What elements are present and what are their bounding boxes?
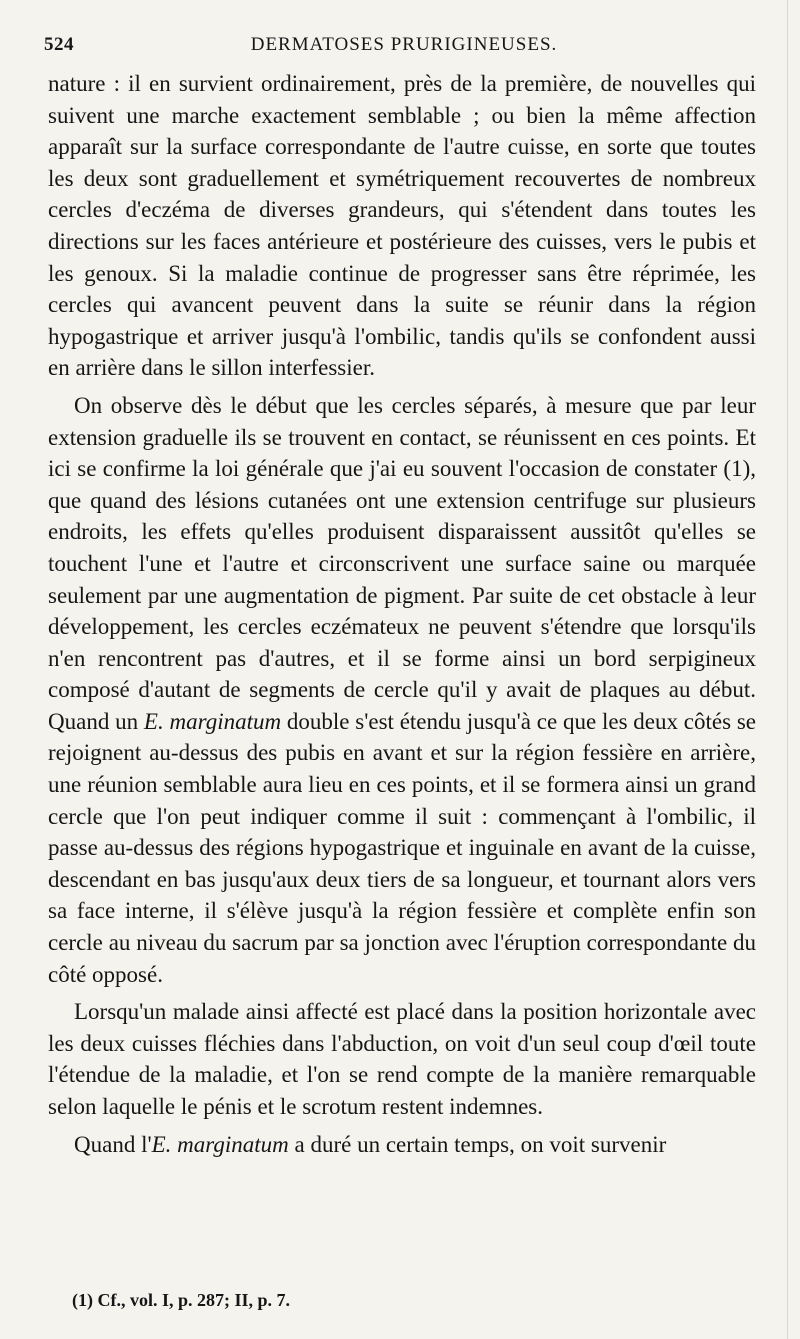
- paragraph-1: [48, 68, 756, 384]
- paragraph-4-text-before: Quand l': [74, 1131, 152, 1157]
- page-number: 524: [44, 34, 74, 55]
- paragraph-4-italic-term: E. marginatum: [151, 1131, 289, 1157]
- paragraph-3-text: Lorsqu'un malade ainsi affecté est placé dans la position horizontale avec les deux cuisses fléchies dans l'abduction, on voit d'un seul coup d'œil toute l'étendue de la maladie, et l'on se rend compte de la manière remarquable selon laquelle le pénis et le scrotum restent indemnes.: [48, 999, 756, 1119]
- footnote: (1) Cf., vol. I, p. 287; II, p. 7.: [72, 1290, 291, 1310]
- page-header: [44, 34, 764, 60]
- paragraph-3: [48, 996, 756, 1122]
- running-title: DERMATOSES PRURIGINEUSES.: [250, 34, 558, 55]
- paragraph-2-text: On observe dès le début que les cercles séparés, à mesure que par leur extension graduelle ils se trouvent en contact, se réunissent en ces points. Et ici se confirme la loi générale que j'ai eu souvent l'occasion de constater (1), que quand des lésions cutanées ont une extension centrifuge sur plusieurs endroits, les effets qu'elles produisent disparaissent aussitôt qu'elles se touchent l'une et l'autre et circonscrivent une surface saine ou marquée seulement par une augmentation de pigment. Par suite de cet obstacle à leur développement, les cercles eczémateux ne peuvent s'étendre que lorsqu'ils n'en rencontrent pas d'autres, et il se forme ainsi un bord serpigineux composé d'autant de segments de cercle qu'il y avait de plaques au début. Quand un: [48, 392, 756, 734]
- paragraph-2-italic-term: E. marginatum: [143, 708, 282, 734]
- paragraph-4: [48, 1129, 756, 1161]
- body-text: [48, 68, 756, 1166]
- paragraph-2-text-after: double s'est étendu jusqu'à ce que les deux côtés se rejoignent au-dessus des pubis en avant et sur la région fessière en arrière, une réunion semblable aura lieu en ces points, et il se formera ainsi un grand cercle que l'on peut indiquer comme il suit : commençant à l'ombilic, il passe au-dessus des régions hypogastrique et inguinale en avant de la cuisse, descendant en bas jusqu'aux deux tiers de sa longueur, et tournant alors vers sa face interne, il s'élève jusqu'à la région fessière et complète enfin son cercle au niveau du sacrum par sa jonction avec l'éruption correspondante du côté opposé.: [48, 708, 757, 987]
- paragraph-4-text-after: a duré un certain temps, on voit survenir: [294, 1131, 667, 1157]
- paragraph-1-text: nature : il en survient ordinairement, près de la première, de nouvelles qui suivent une marche exactement semblable ; ou bien la même affection apparaît sur la surface correspondante de l'autre cuisse, en sorte que toutes les deux sont graduellement et symétriquement recouvertes de nombreux cercles d'eczéma de diverses grandeurs, qui s'étendent dans toutes les directions sur les faces antérieure et postérieure des cuisses, vers le pubis et les genoux. Si la maladie continue de progresser sans être réprimée, les cercles qui avancent peuvent dans la suite se réunir dans la région hypogastrique et arriver jusqu'à l'ombilic, tandis qu'ils se confondent aussi en arrière dans le sillon interfessier.: [48, 71, 756, 381]
- paragraph-2: [48, 390, 756, 990]
- page-edge: [787, 0, 788, 1339]
